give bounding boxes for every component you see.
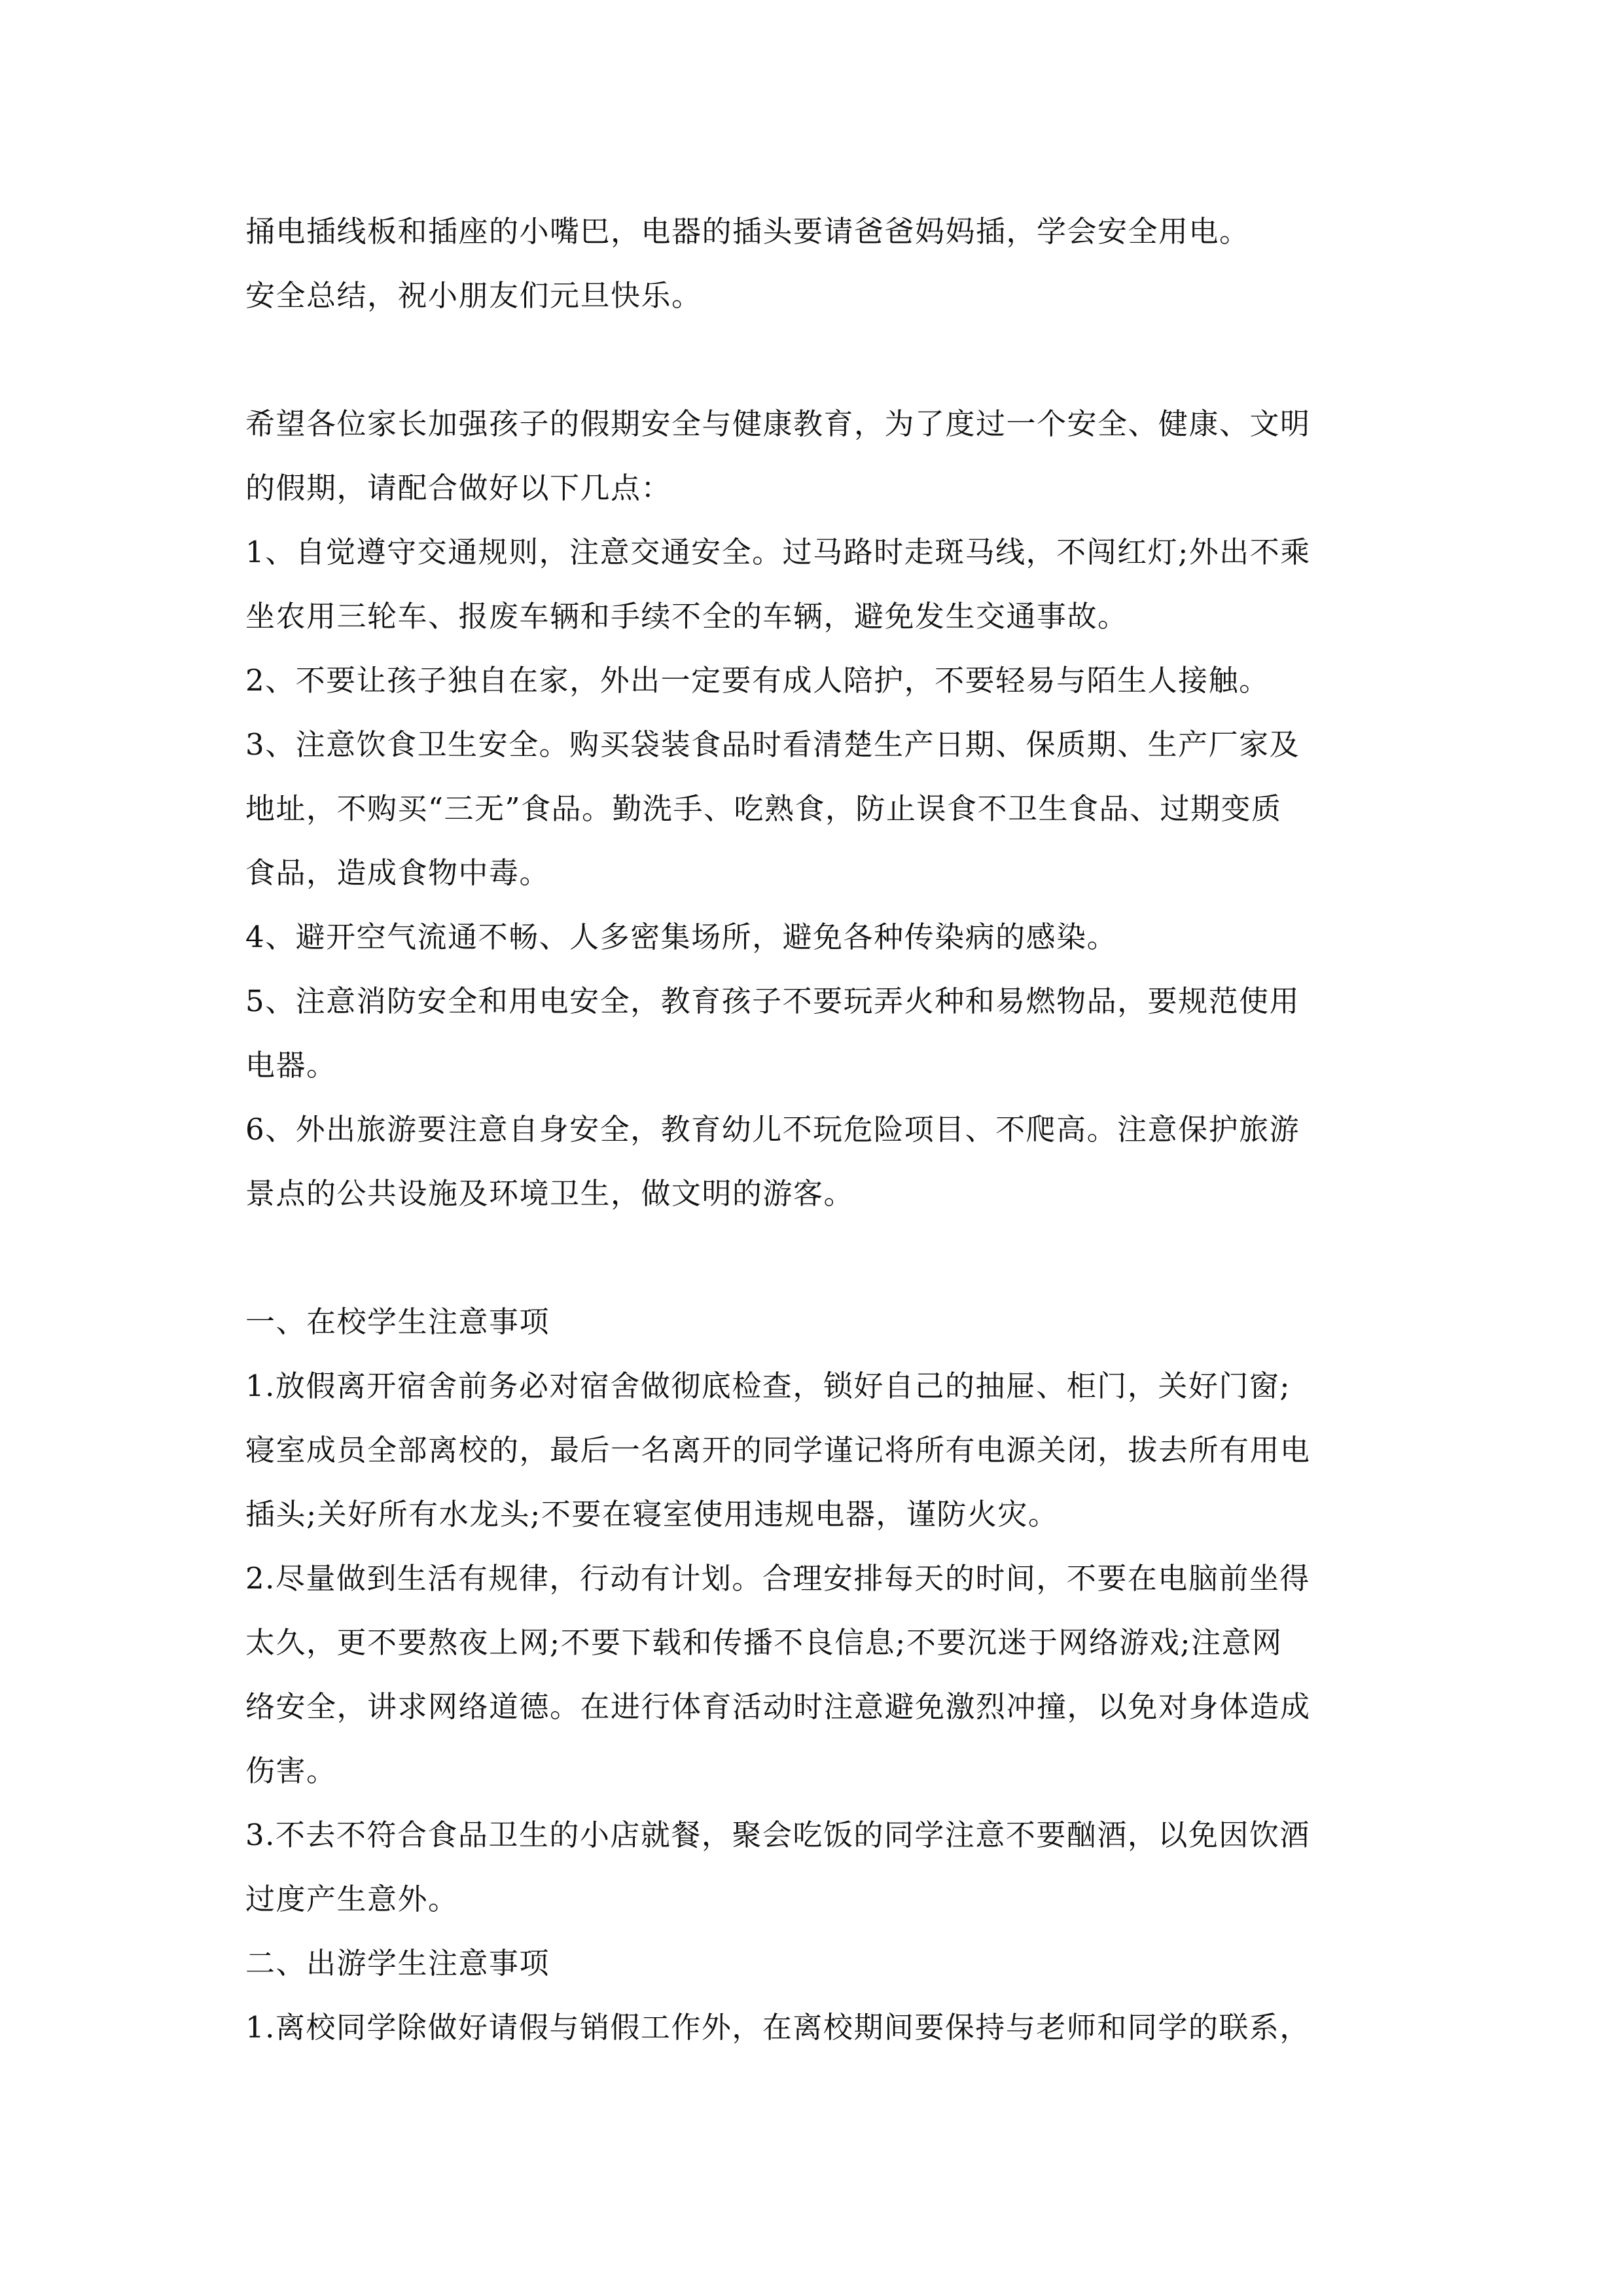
- text-line: 地址，不购买“三无”食品。勤洗手、吃熟食，防止误食不卫生食品、过期变质: [245, 791, 1282, 826]
- paragraph-gap: [245, 328, 1387, 392]
- text-line: 电器。: [245, 1048, 337, 1083]
- text-line: 捅电插线板和插座的小嘴巴，电器的插头要请爸爸妈妈插，学会安全用电。: [245, 214, 1250, 249]
- text-line: 希望各位家长加强孩子的假期安全与健康教育，为了度过一个安全、健康、文明: [245, 406, 1311, 441]
- text-line: 寝室成员全部离校的，最后一名离开的同学谨记将所有电源关闭，拔去所有用电: [245, 1433, 1311, 1467]
- text-line: 6、外出旅游要注意自身安全，教育幼儿不玩危险项目、不爬高。注意保护旅游: [245, 1112, 1300, 1147]
- text-line: 2.尽量做到生活有规律，行动有计划。合理安排每天的时间，不要在电脑前坐得: [245, 1561, 1310, 1596]
- text-line: 3.不去不符合食品卫生的小店就餐，聚会吃饭的同学注意不要酗酒，以免因饮酒: [245, 1818, 1310, 1852]
- text-line: 过度产生意外。: [245, 1882, 459, 1916]
- document-body: [245, 200, 1387, 2060]
- section-heading: 一、在校学生注意事项: [245, 1304, 550, 1339]
- text-line: 1.放假离开宿舍前务必对宿舍做彻底检查，锁好自己的抽屉、柜门，关好门窗;: [245, 1369, 1291, 1403]
- text-line: 插头;关好所有水龙头;不要在寝室使用违规电器，谨防火灾。: [245, 1497, 1059, 1532]
- text-line: 食品，造成食物中毒。: [245, 855, 550, 890]
- paragraph-gap: [245, 1226, 1387, 1290]
- text-line: 伤害。: [245, 1753, 337, 1788]
- text-line: 3、注意饮食卫生安全。购买袋装食品时看清楚生产日期、保质期、生产厂家及: [245, 727, 1300, 762]
- text-line: 安全总结，祝小朋友们元旦快乐。: [245, 278, 702, 313]
- text-line: 景点的公共设施及环境卫生，做文明的游客。: [245, 1176, 855, 1211]
- text-line: 2、不要让孩子独自在家，外出一定要有成人陪护，不要轻易与陌生人接触。: [245, 663, 1270, 698]
- text-line: 太久，更不要熬夜上网;不要下载和传播不良信息;不要沉迷于网络游戏;注意网: [245, 1625, 1283, 1660]
- text-line: 的假期，请配合做好以下几点：: [245, 471, 672, 505]
- text-line: 5、注意消防安全和用电安全，教育孩子不要玩弄火种和易燃物品，要规范使用: [245, 984, 1300, 1018]
- text-line: 络安全，讲求网络道德。在进行体育活动时注意避免激烈冲撞，以免对身体造成: [245, 1689, 1311, 1724]
- text-line: 1.离校同学除做好请假与销假工作外，在离校期间要保持与老师和同学的联系，: [245, 2010, 1310, 2045]
- section-heading: 二、出游学生注意事项: [245, 1946, 550, 1981]
- text-line: 坐农用三轮车、报废车辆和手续不全的车辆，避免发生交通事故。: [245, 599, 1128, 634]
- text-line: 4、避开空气流通不畅、人多密集场所，避免各种传染病的感染。: [245, 920, 1118, 954]
- text-line: 1、自觉遵守交通规则，注意交通安全。过马路时走斑马线，不闯红灯;外出不乘: [245, 535, 1311, 569]
